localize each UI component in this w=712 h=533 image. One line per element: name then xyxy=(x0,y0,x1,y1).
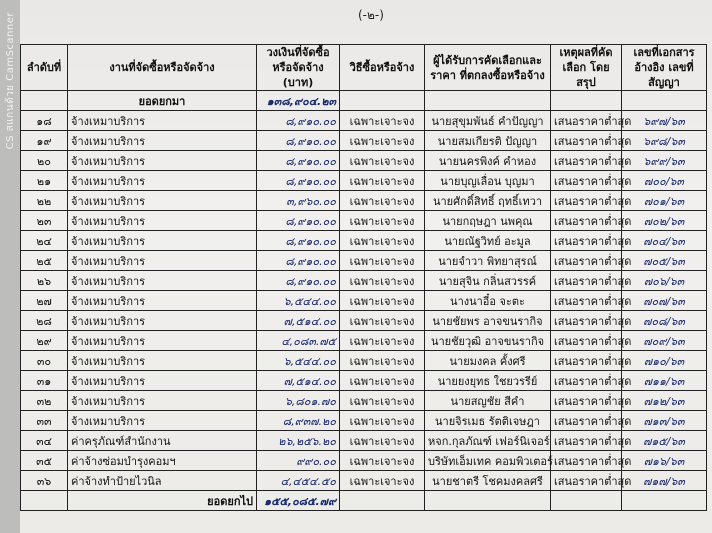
carry-in-row xyxy=(21,91,707,111)
cell-amount: ๗,๕๑๔.๐๐ xyxy=(257,371,340,391)
table-row xyxy=(21,151,707,171)
cell-method: เฉพาะเจาะจง xyxy=(340,111,425,131)
cell-method: เฉพาะเจาะจง xyxy=(340,251,425,271)
cell-amount: ๖,๕๔๔.๐๐ xyxy=(257,351,340,371)
cell-amount: ๘,๙๑๐.๐๐ xyxy=(257,271,340,291)
cell-amount: ๙๙๐.๐๐ xyxy=(257,451,340,471)
cell-amount: ๓,๙๖๐.๐๐ xyxy=(257,191,340,211)
header-method: วิธีซื้อหรือจ้าง xyxy=(340,45,425,91)
cell-ref: ๗๐๘/๖๓ xyxy=(622,311,707,331)
cell-amount: ๘,๙๑๐.๐๐ xyxy=(257,231,340,251)
cell-work: จ้างเหมาบริการ xyxy=(68,391,257,411)
cell-work: จ้างเหมาบริการ xyxy=(68,351,257,371)
cell-no: ๒๒ xyxy=(21,191,68,211)
table-row xyxy=(21,471,707,491)
cell-reason: เสนอราคาต่ำสุด xyxy=(551,231,622,251)
cell-work: จ้างเหมาบริการ xyxy=(68,291,257,311)
cell-reason: เสนอราคาต่ำสุด xyxy=(551,311,622,331)
cell-vendor: นายสมเกียรติ ปัญญา xyxy=(425,131,551,151)
cell-vendor: นายชาตรี โชคมงคลศรี xyxy=(425,471,551,491)
cell-no: ๓๒ xyxy=(21,391,68,411)
scanner-watermark xyxy=(0,0,20,533)
cell-vendor: นายศักดิ์สิทธิ์ ฤทธิ์เทวา xyxy=(425,191,551,211)
cell-vendor: นางนาอี๋อ จะตะ xyxy=(425,291,551,311)
cell-ref: ๖๙๗/๖๓ xyxy=(622,111,707,131)
cell-ref: ๗๑๐/๖๓ xyxy=(622,351,707,371)
cell-amount: ๗,๕๑๔.๐๐ xyxy=(257,311,340,331)
cell-method: เฉพาะเจาะจง xyxy=(340,171,425,191)
cell-work: จ้างเหมาบริการ xyxy=(68,151,257,171)
table-row xyxy=(21,391,707,411)
cell-ref: ๗๐๙/๖๓ xyxy=(622,331,707,351)
cell-ref: ๗๑๖/๖๓ xyxy=(622,451,707,471)
table-row xyxy=(21,311,707,331)
cell-no: ๒๘ xyxy=(21,311,68,331)
cell-work: จ้างเหมาบริการ xyxy=(68,411,257,431)
cell-reason: เสนอราคาต่ำสุด xyxy=(551,251,622,271)
cell-reason: เสนอราคาต่ำสุด xyxy=(551,211,622,231)
carry-in-label: ยอดยกมา xyxy=(68,91,257,111)
cell-no: ๒๕ xyxy=(21,251,68,271)
cell-work: จ้างเหมาบริการ xyxy=(68,131,257,151)
procurement-table xyxy=(20,44,707,511)
header-ref: เลขที่เอกสารอ้างอิง เลขที่สัญญา xyxy=(622,45,707,91)
cell-no: ๑๙ xyxy=(21,131,68,151)
cell-vendor: นายบุญเลื่อน บุญมา xyxy=(425,171,551,191)
cell-no: ๒๐ xyxy=(21,151,68,171)
cell-no: ๑๘ xyxy=(21,111,68,131)
header-budget: วงเงินที่จัดซื้อ หรือจัดจ้าง (บาท) xyxy=(257,45,340,91)
cell-ref: ๗๑๗/๖๓ xyxy=(622,471,707,491)
cell-method: เฉพาะเจาะจง xyxy=(340,331,425,351)
cell-method: เฉพาะเจาะจง xyxy=(340,471,425,491)
cell-amount: ๘,๙๑๐.๐๐ xyxy=(257,211,340,231)
cell-no: ๓๑ xyxy=(21,371,68,391)
header-vendor: ผู้ได้รับการคัดเลือกและราคา ที่ตกลงซื้อหรือจ้าง xyxy=(425,45,551,91)
cell-work: จ้างเหมาบริการ xyxy=(68,231,257,251)
cell-reason: เสนอราคาต่ำสุด xyxy=(551,271,622,291)
cell-ref: ๗๑๒/๖๓ xyxy=(622,391,707,411)
cell-no: ๒๔ xyxy=(21,231,68,251)
cell-work: ค่าครุภัณฑ์สำนักงาน xyxy=(68,431,257,451)
cell-method: เฉพาะเจาะจง xyxy=(340,211,425,231)
cell-ref: ๗๑๑/๖๓ xyxy=(622,371,707,391)
cell-method: เฉพาะเจาะจง xyxy=(340,351,425,371)
cell-ref: ๖๙๘/๖๓ xyxy=(622,131,707,151)
cell-vendor: นายจำวา พิทยาสุรณ์ xyxy=(425,251,551,271)
cell-reason: เสนอราคาต่ำสุด xyxy=(551,431,622,451)
cell-ref: ๗๐๕/๖๓ xyxy=(622,251,707,271)
cell-vendor: นายชัยพร อาจขนรากิจ xyxy=(425,311,551,331)
cell-reason: เสนอราคาต่ำสุด xyxy=(551,471,622,491)
cell-work: จ้างเหมาบริการ xyxy=(68,111,257,131)
cell-no: ๒๓ xyxy=(21,211,68,231)
cell-amount: ๖,๕๔๔.๐๐ xyxy=(257,291,340,311)
carry-out-row xyxy=(21,491,707,511)
cell-amount: ๒๖,๒๕๖.๒๐ xyxy=(257,431,340,451)
table-row xyxy=(21,131,707,151)
header-no: ลำดับที่ xyxy=(21,45,68,91)
cell-reason: เสนอราคาต่ำสุด xyxy=(551,131,622,151)
cell-reason: เสนอราคาต่ำสุด xyxy=(551,331,622,351)
cell-method: เฉพาะเจาะจง xyxy=(340,151,425,171)
cell-work: จ้างเหมาบริการ xyxy=(68,371,257,391)
table-row xyxy=(21,371,707,391)
cell-no: ๓๓ xyxy=(21,411,68,431)
table-row xyxy=(21,351,707,371)
header-reason: เหตุผลที่คัดเลือก โดยสรุป xyxy=(551,45,622,91)
cell-work: ค่าจ้างซ่อมบำรุงคอมฯ xyxy=(68,451,257,471)
cell-no: ๒๑ xyxy=(21,171,68,191)
cell-ref: ๗๐๒/๖๓ xyxy=(622,211,707,231)
cell-work: จ้างเหมาบริการ xyxy=(68,191,257,211)
cell-reason: เสนอราคาต่ำสุด xyxy=(551,291,622,311)
scanner-watermark-text: CS สแกนด้วย CamScanner xyxy=(5,12,16,150)
cell-reason: เสนอราคาต่ำสุด xyxy=(551,191,622,211)
cell-vendor: บริษัทเอ็มเทค คอมพิวเตอร์ xyxy=(425,451,551,471)
table-row xyxy=(21,111,707,131)
cell-work: จ้างเหมาบริการ xyxy=(68,331,257,351)
cell-amount: ๖,๘๐๑.๗๐ xyxy=(257,391,340,411)
table-row xyxy=(21,451,707,471)
cell-vendor: นายสุจิน กลิ่นสวรรค์ xyxy=(425,271,551,291)
table-row xyxy=(21,251,707,271)
table-row xyxy=(21,191,707,211)
table-row xyxy=(21,271,707,291)
cell-reason: เสนอราคาต่ำสุด xyxy=(551,371,622,391)
table-row xyxy=(21,331,707,351)
table-row xyxy=(21,411,707,431)
cell-method: เฉพาะเจาะจง xyxy=(340,431,425,451)
table-row xyxy=(21,431,707,451)
cell-method: เฉพาะเจาะจง xyxy=(340,131,425,151)
cell-vendor: นายณัฐวิทย์ อะมูล xyxy=(425,231,551,251)
cell-vendor: นายนครพิงค์ คำหอง xyxy=(425,151,551,171)
table-row xyxy=(21,211,707,231)
table-header-row xyxy=(21,45,707,91)
cell-method: เฉพาะเจาะจง xyxy=(340,371,425,391)
carry-out-amount: ๑๕๕,๐๘๕.๗๙ xyxy=(257,491,340,511)
cell-vendor: นายจิรเมธ รัตติเจษฎา xyxy=(425,411,551,431)
cell-reason: เสนอราคาต่ำสุด xyxy=(551,451,622,471)
cell-ref: ๖๙๙/๖๓ xyxy=(622,151,707,171)
cell-amount: ๘,๙๑๐.๐๐ xyxy=(257,131,340,151)
cell-amount: ๘,๙๓๗.๒๐ xyxy=(257,411,340,431)
cell-method: เฉพาะเจาะจง xyxy=(340,291,425,311)
cell-method: เฉพาะเจาะจง xyxy=(340,271,425,291)
cell-work: จ้างเหมาบริการ xyxy=(68,311,257,331)
cell-reason: เสนอราคาต่ำสุด xyxy=(551,411,622,431)
header-work: งานที่จัดซื้อหรือจัดจ้าง xyxy=(68,45,257,91)
cell-reason: เสนอราคาต่ำสุด xyxy=(551,351,622,371)
cell-no: ๒๙ xyxy=(21,331,68,351)
cell-ref: ๗๐๔/๖๓ xyxy=(622,231,707,251)
cell-amount: ๘,๙๑๐.๐๐ xyxy=(257,251,340,271)
table-row xyxy=(21,291,707,311)
cell-work: จ้างเหมาบริการ xyxy=(68,251,257,271)
cell-vendor: นายยงยุทธ ใชยวรรีย์ xyxy=(425,371,551,391)
cell-ref: ๗๐๖/๖๓ xyxy=(622,271,707,291)
cell-ref: ๗๐๑/๖๓ xyxy=(622,191,707,211)
cell-work: ค่าจ้างทำป้ายไวนิล xyxy=(68,471,257,491)
cell-no: ๓๐ xyxy=(21,351,68,371)
cell-vendor: นายสญชัย สีคำ xyxy=(425,391,551,411)
cell-vendor: หจก.กุลภัณฑ์ เฟอร์นิเจอร์ xyxy=(425,431,551,451)
cell-work: จ้างเหมาบริการ xyxy=(68,171,257,191)
cell-reason: เสนอราคาต่ำสุด xyxy=(551,391,622,411)
cell-no: ๒๗ xyxy=(21,291,68,311)
cell-vendor: นายชัยวุฒิ อาจขนรากิจ xyxy=(425,331,551,351)
cell-method: เฉพาะเจาะจง xyxy=(340,451,425,471)
cell-method: เฉพาะเจาะจง xyxy=(340,231,425,251)
cell-ref: ๗๑๕/๖๓ xyxy=(622,431,707,451)
carry-out-label: ยอดยกไป xyxy=(68,491,257,511)
cell-amount: ๘,๙๑๐.๐๐ xyxy=(257,171,340,191)
cell-vendor: นายมงคล คั้งศรี xyxy=(425,351,551,371)
cell-no: ๓๔ xyxy=(21,431,68,451)
cell-method: เฉพาะเจาะจง xyxy=(340,411,425,431)
cell-vendor: นายสุขุมพันธ์ คำปัญญา xyxy=(425,111,551,131)
cell-amount: ๘,๙๑๐.๐๐ xyxy=(257,151,340,171)
table-row xyxy=(21,171,707,191)
cell-no: ๓๕ xyxy=(21,451,68,471)
cell-amount: ๘,๙๑๐.๐๐ xyxy=(257,111,340,131)
cell-work: จ้างเหมาบริการ xyxy=(68,211,257,231)
cell-amount: ๔,๔๕๔.๕๐ xyxy=(257,471,340,491)
cell-reason: เสนอราคาต่ำสุด xyxy=(551,151,622,171)
cell-method: เฉพาะเจาะจง xyxy=(340,311,425,331)
carry-in-amount: ๑๓๘,๙๐๔.๒๓ xyxy=(257,91,340,111)
cell-no: ๓๖ xyxy=(21,471,68,491)
cell-ref: ๗๐๗/๖๓ xyxy=(622,291,707,311)
cell-vendor: นายกฤษฎา นพคุณ xyxy=(425,211,551,231)
cell-ref: ๗๐๐/๖๓ xyxy=(622,171,707,191)
cell-method: เฉพาะเจาะจง xyxy=(340,391,425,411)
cell-no: ๒๖ xyxy=(21,271,68,291)
cell-amount: ๔,๐๘๓.๗๕ xyxy=(257,331,340,351)
cell-reason: เสนอราคาต่ำสุด xyxy=(551,171,622,191)
cell-work: จ้างเหมาบริการ xyxy=(68,271,257,291)
cell-method: เฉพาะเจาะจง xyxy=(340,191,425,211)
page-number: (-๒-) xyxy=(358,8,384,22)
cell-reason: เสนอราคาต่ำสุด xyxy=(551,111,622,131)
cell-ref: ๗๑๓/๖๓ xyxy=(622,411,707,431)
table-row xyxy=(21,231,707,251)
